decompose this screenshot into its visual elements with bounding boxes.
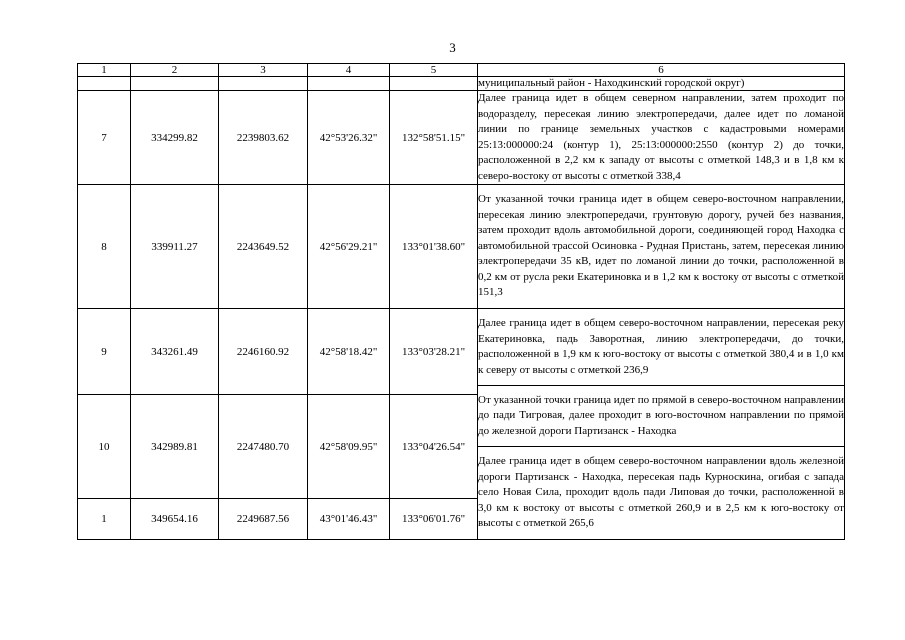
header-cell: 2 <box>131 64 219 77</box>
point-number: 1 <box>78 499 131 540</box>
longitude: 132°58'51.15" <box>390 91 478 185</box>
latitude: 42°56'29.21" <box>308 185 390 309</box>
longitude: 133°03'28.21" <box>390 309 478 395</box>
description-text: Далее граница идет в общем северо-восточном направлении вдоль железной дороги Партизанск - Находка, пересекая падь Курноскина, огибая с запада село Новая Сила, проходит вдоль пади Липовая до точки, расположенной в 3,0 км к востоку от высоты с отметкой 260,9 и в 2,5 км к юго-востоку от высоты с отметкой 265,6 <box>478 455 844 530</box>
empty-cell <box>390 77 478 91</box>
description-cell <box>478 309 845 386</box>
empty-cell <box>308 77 390 91</box>
header-cell: 4 <box>308 64 390 77</box>
longitude: 133°01'38.60" <box>390 185 478 309</box>
coord-y: 2247480.70 <box>219 395 308 499</box>
coord-x: 343261.49 <box>131 309 219 395</box>
point-number: 7 <box>78 91 131 185</box>
description-cell <box>478 77 845 91</box>
table-row <box>78 77 845 91</box>
coord-y: 2243649.52 <box>219 185 308 309</box>
empty-cell <box>131 77 219 91</box>
description-text: муниципальный район - Находкинский городской округ) <box>478 77 745 89</box>
coord-y: 2239803.62 <box>219 91 308 185</box>
coord-x: 342989.81 <box>131 395 219 499</box>
coord-x: 334299.82 <box>131 91 219 185</box>
coord-x: 349654.16 <box>131 499 219 540</box>
empty-cell <box>78 77 131 91</box>
description-text: Далее граница идет в общем северном направлении, затем проходит по водоразделу, пересекая линию электропередачи, далее идет по ломаной линии по границе земельных участков с кадастровыми номерами 25:13:000000:24 (контур 1), 25:13:000000:2550 (контур 2) до точки, расположенной в 2,2 км к западу от высоты с отметкой 148,3 и в 1,8 км к северо-востоку от высоты с отметкой 338,4 <box>478 92 844 182</box>
header-row <box>78 64 845 77</box>
description-cell <box>478 447 845 540</box>
point-number: 9 <box>78 309 131 395</box>
description-text: От указанной точки граница идет по прямой в северо-восточном направлении до пади Тигровая, далее проходит в юго-восточном направлении по прямой до железной дороги Партизанск - Находка <box>478 393 844 437</box>
header-cell: 6 <box>478 64 845 77</box>
description-cell <box>478 185 845 309</box>
description-cell <box>478 91 845 185</box>
latitude: 42°58'18.42" <box>308 309 390 395</box>
header-cell: 1 <box>78 64 131 77</box>
coord-x: 339911.27 <box>131 185 219 309</box>
coord-y: 2249687.56 <box>219 499 308 540</box>
longitude: 133°04'26.54" <box>390 395 478 499</box>
header-cell: 5 <box>390 64 478 77</box>
point-number: 8 <box>78 185 131 309</box>
latitude: 43°01'46.43" <box>308 499 390 540</box>
coord-y: 2246160.92 <box>219 309 308 395</box>
empty-cell <box>219 77 308 91</box>
page-number: 3 <box>449 40 456 55</box>
latitude: 42°53'26.32" <box>308 91 390 185</box>
boundary-table <box>77 63 845 540</box>
header-cell: 3 <box>219 64 308 77</box>
description-text: Далее граница идет в общем северо-восточном направлении, пересекая реку Екатериновка, падь Заворотная, линию электропередачи, до точки, расположенной в 1,9 км к юго-востоку от высоты с отметкой 380,4 и в 1,0 км к северу от высоты с отметкой 236,9 <box>478 317 844 376</box>
longitude: 133°06'01.76" <box>390 499 478 540</box>
description-cell <box>478 386 845 447</box>
point-number: 10 <box>78 395 131 499</box>
latitude: 42°58'09.95" <box>308 395 390 499</box>
description-text: От указанной точки граница идет в общем северо-восточном направлении, пересекая линию электропередачи, грунтовую дорогу, ручей без названия, затем проходит вдоль автомобильной дороги, соединяющей город Находка с автомобильной трассой Осиновка - Рудная Пристань, затем, пересекая линию электропередачи 35 кВ, идет по ломаной линии до точки, расположенной в 0,2 км от русла реки Екатериновка и в 1,2 км к востоку от высоты с отметкой 151,3 <box>478 193 844 299</box>
